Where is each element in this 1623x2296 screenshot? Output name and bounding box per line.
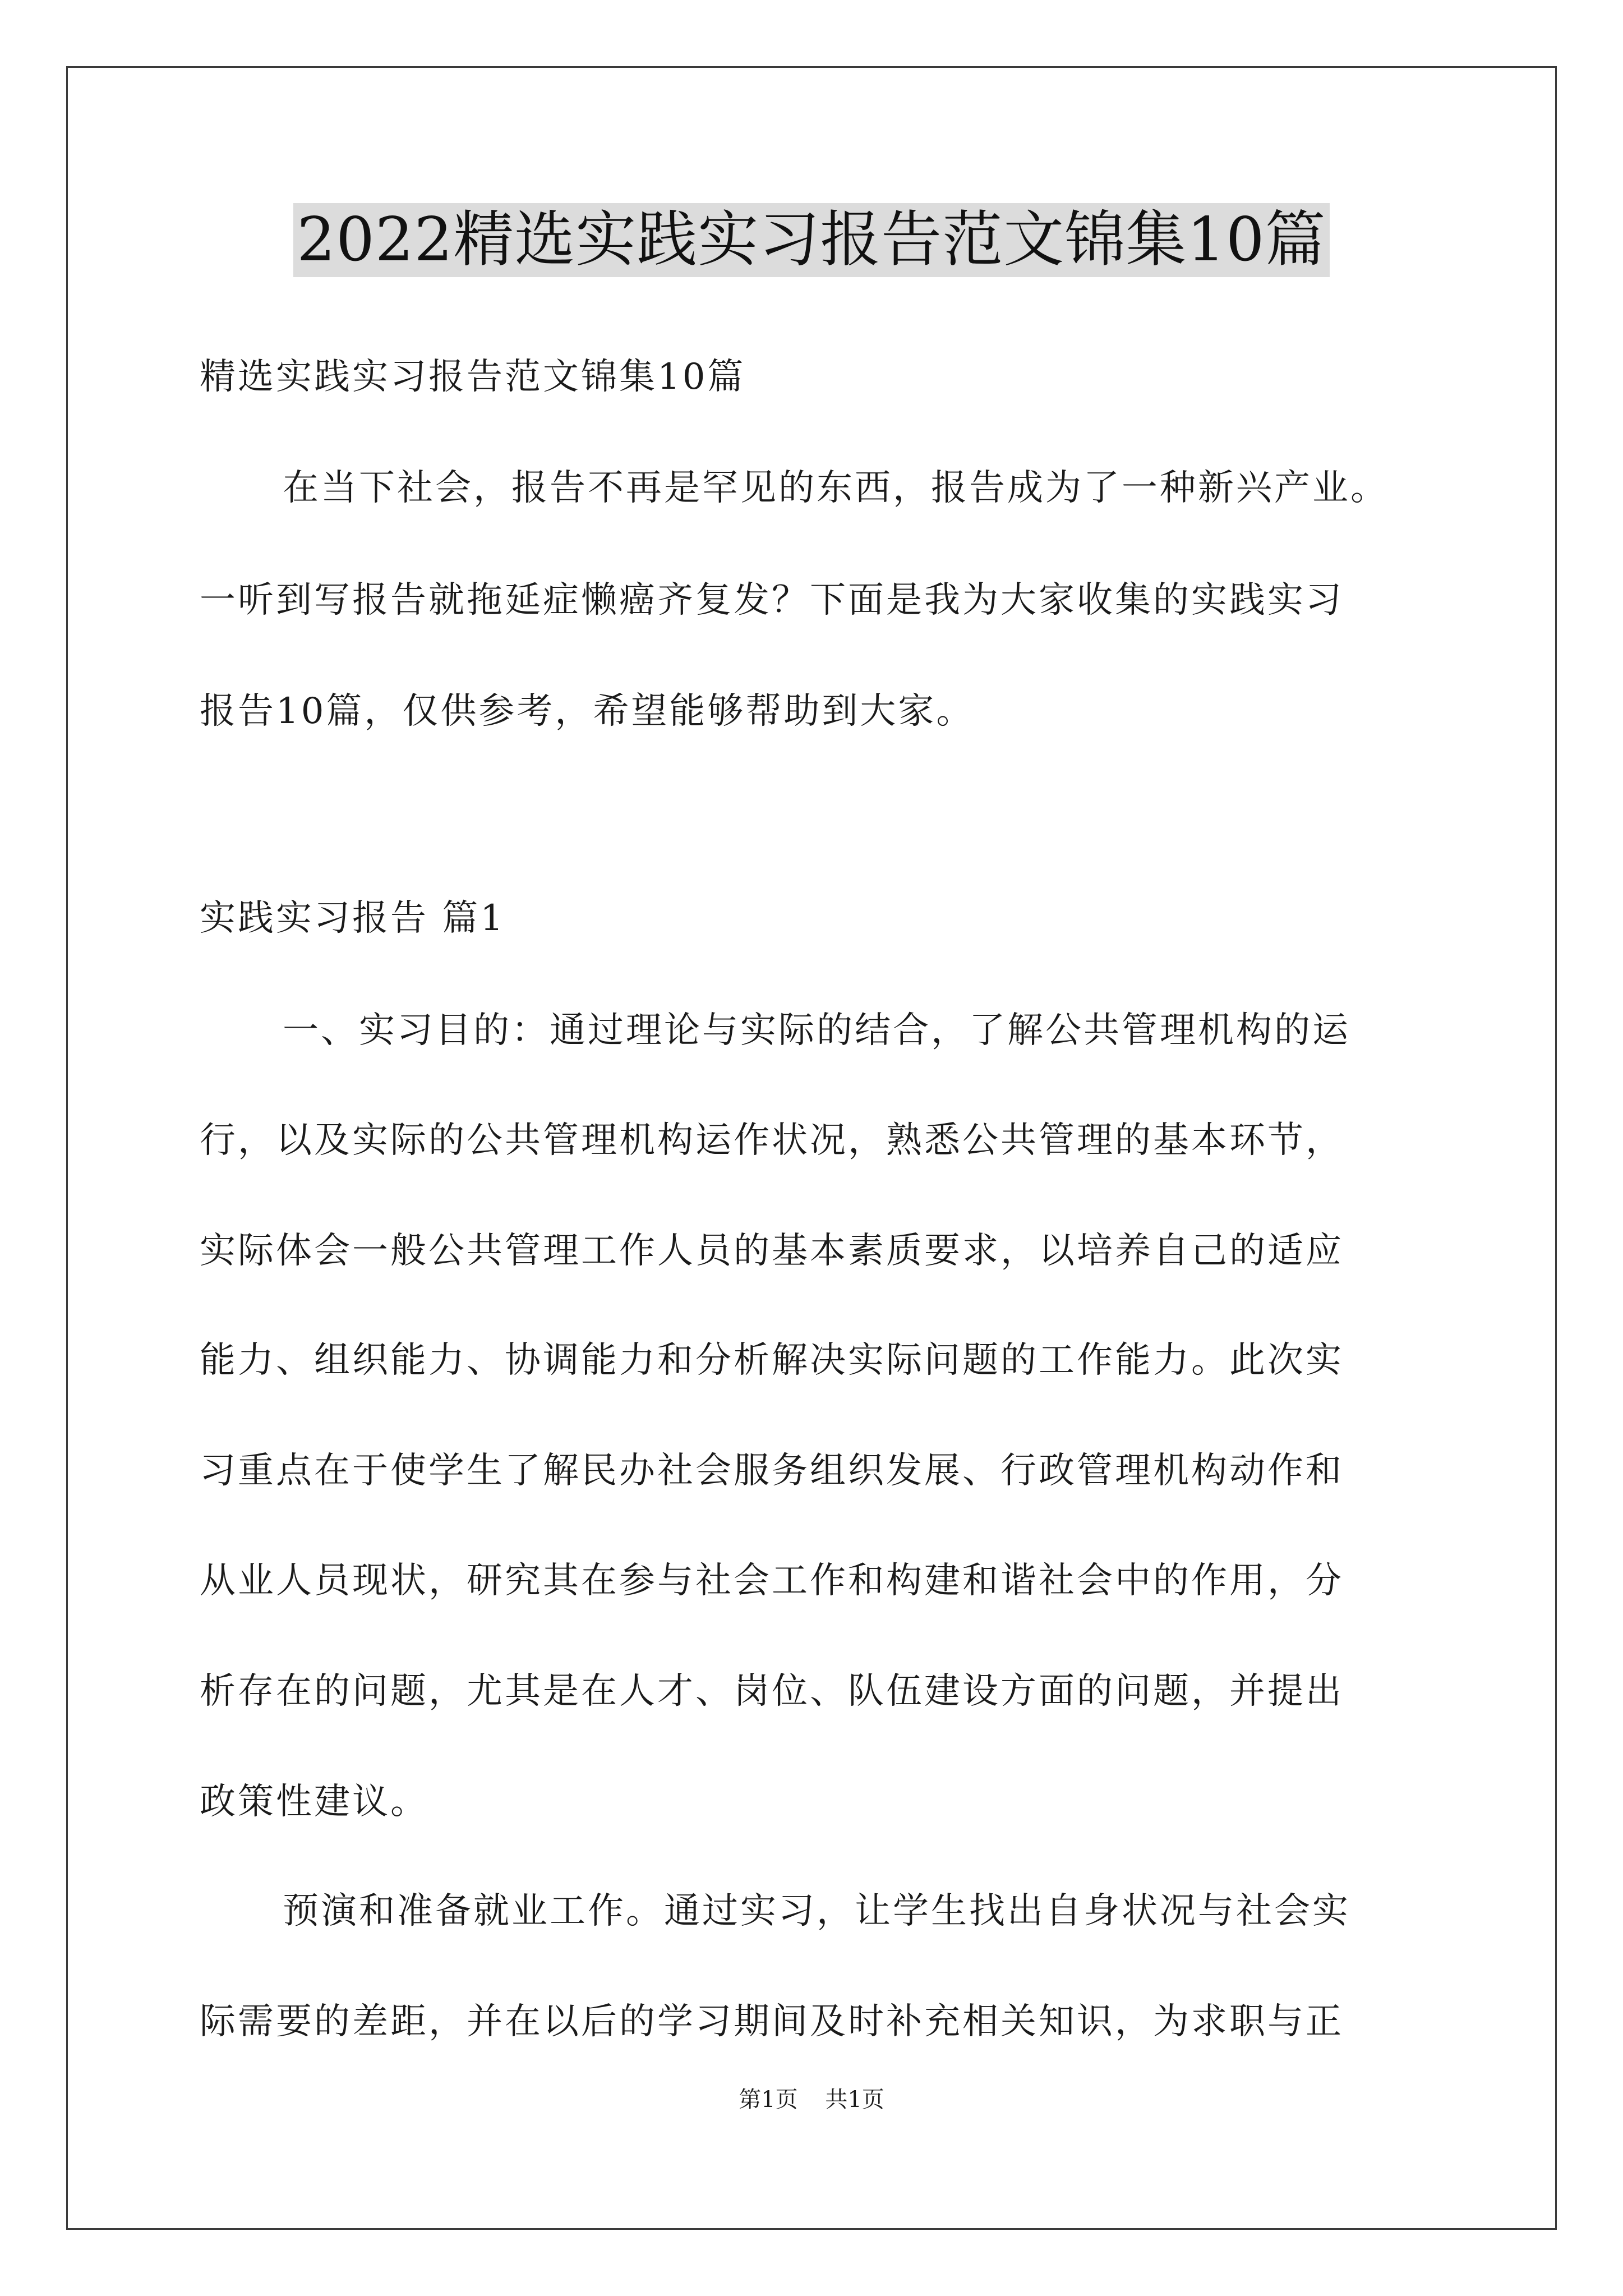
paragraph-line: 行，以及实际的公共管理机构运作状况，熟悉公共管理的基本环节， [200,1120,1344,1161]
paragraph-line: 预演和准备就业工作。通过实习，让学生找出自身状况与社会实 [283,1890,1350,1932]
paragraph-line: 政策性建议。 [200,1781,428,1823]
paragraph-line: 能力、组织能力、协调能力和分析解决实际问题的工作能力。此次实 [200,1340,1344,1381]
paragraph-line: 习重点在于使学生了解民办社会服务组织发展、行政管理机构动作和 [200,1450,1344,1492]
paragraph-line: 析存在的问题，尤其是在人才、岗位、队伍建设方面的问题，并提出 [200,1671,1344,1712]
page-number: 第1页 [739,2087,798,2113]
page-total: 共1页 [825,2087,884,2113]
section-heading: 实践实习报告 篇1 [200,898,506,939]
paragraph-line: 一、实习目的：通过理论与实际的结合，了解公共管理机构的运 [283,1010,1350,1051]
paragraph-line: 实际体会一般公共管理工作人员的基本素质要求，以培养自己的适应 [200,1230,1344,1272]
intro-line: 一听到写报告就拖延症懒癌齐复发？下面是我为大家收集的实践实习 [200,579,1344,621]
document-subtitle: 精选实践实习报告范文锦集10篇 [200,356,746,398]
paragraph-line: 从业人员现状，研究其在参与社会工作和构建和谐社会中的作用，分 [200,1560,1344,1602]
page-footer [0,2086,1623,2114]
intro-line: 在当下社会，报告不再是罕见的东西，报告成为了一种新兴产业。 [283,467,1389,509]
document-title: 2022精选实践实习报告范文锦集10篇 [293,203,1329,277]
title-container [0,203,1623,277]
intro-line: 报告10篇，仅供参考，希望能够帮助到大家。 [200,691,975,732]
paragraph-line: 际需要的差距，并在以后的学习期间及时补充相关知识，为求职与正 [200,2001,1344,2042]
